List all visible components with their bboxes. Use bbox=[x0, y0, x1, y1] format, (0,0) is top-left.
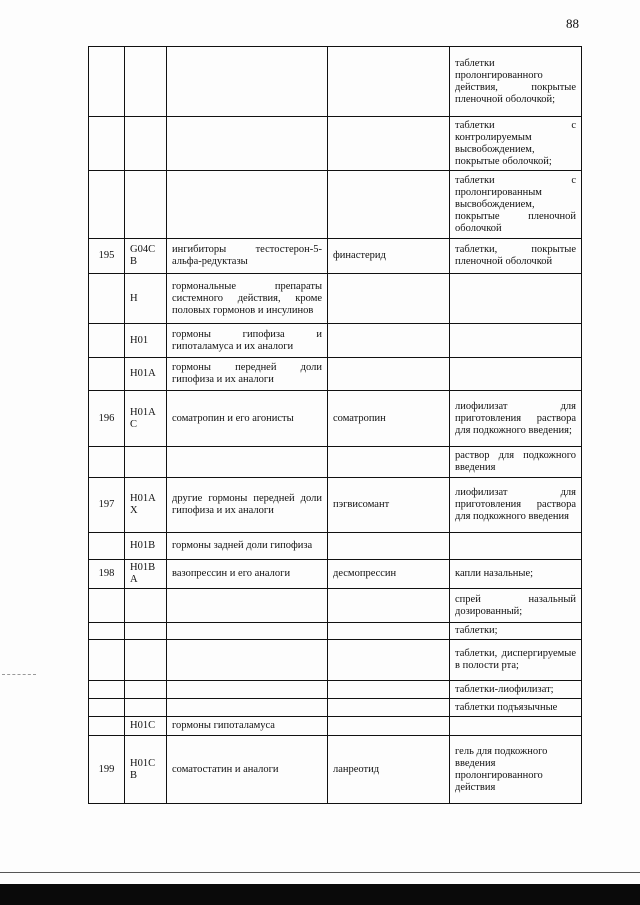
inn-cell: пэгвисомант bbox=[328, 478, 450, 533]
inn-cell bbox=[328, 533, 450, 560]
atc-code-cell: H01 bbox=[125, 324, 167, 358]
row-number-cell bbox=[89, 640, 125, 681]
table-row bbox=[89, 699, 582, 717]
dosage-form-cell bbox=[450, 324, 582, 358]
atc-code-cell: H01A bbox=[125, 358, 167, 391]
scan-margin-mark bbox=[2, 674, 36, 676]
inn-cell: соматропин bbox=[328, 391, 450, 447]
dosage-form-cell: таблетки с пролонгированным высвобождением, покрытые пленочной оболочкой bbox=[450, 171, 582, 239]
inn-cell bbox=[328, 47, 450, 117]
atc-code-cell: G04C B bbox=[125, 239, 167, 274]
atc-group-cell bbox=[167, 589, 328, 623]
dosage-form-cell bbox=[450, 358, 582, 391]
atc-code-cell bbox=[125, 589, 167, 623]
atc-group-cell bbox=[167, 699, 328, 717]
inn-cell bbox=[328, 447, 450, 478]
atc-code-cell bbox=[125, 699, 167, 717]
atc-group-cell: гормоны задней доли гипофиза bbox=[167, 533, 328, 560]
row-number-cell bbox=[89, 47, 125, 117]
atc-group-cell: гормоны гипоталамуса bbox=[167, 717, 328, 736]
dosage-form-cell bbox=[450, 533, 582, 560]
atc-group-cell: гормоны передней доли гипофиза и их аналоги bbox=[167, 358, 328, 391]
table-row bbox=[89, 478, 582, 533]
table-row bbox=[89, 560, 582, 589]
table-row bbox=[89, 533, 582, 560]
table-row bbox=[89, 736, 582, 804]
table-row bbox=[89, 717, 582, 736]
inn-cell bbox=[328, 171, 450, 239]
atc-group-cell bbox=[167, 640, 328, 681]
scan-edge-bar bbox=[0, 884, 640, 905]
table-row bbox=[89, 117, 582, 171]
table-row bbox=[89, 171, 582, 239]
row-number-cell bbox=[89, 717, 125, 736]
table-row bbox=[89, 623, 582, 640]
dosage-form-cell: таблетки, диспергируемые в полости рта; bbox=[450, 640, 582, 681]
table-row bbox=[89, 447, 582, 478]
row-number-cell bbox=[89, 171, 125, 239]
row-number-cell bbox=[89, 447, 125, 478]
inn-cell: десмопрессин bbox=[328, 560, 450, 589]
inn-cell: финастерид bbox=[328, 239, 450, 274]
scan-edge-line bbox=[0, 872, 640, 873]
atc-group-cell bbox=[167, 47, 328, 117]
inn-cell: ланреотид bbox=[328, 736, 450, 804]
row-number-cell bbox=[89, 324, 125, 358]
dosage-form-cell: таблетки, покрытые пленочной оболочкой bbox=[450, 239, 582, 274]
dosage-form-cell: лиофилизат для приготовления раствора для подкожного введения; bbox=[450, 391, 582, 447]
atc-group-cell: ингибиторы тестостерон-5-альфа-редуктазы bbox=[167, 239, 328, 274]
row-number-cell bbox=[89, 681, 125, 699]
atc-code-cell bbox=[125, 117, 167, 171]
row-number-cell bbox=[89, 358, 125, 391]
row-number-cell bbox=[89, 589, 125, 623]
table-row bbox=[89, 324, 582, 358]
dosage-form-cell: таблетки с контролируемым высвобождением, покрытые оболочкой; bbox=[450, 117, 582, 171]
table-row bbox=[89, 274, 582, 324]
atc-group-cell bbox=[167, 117, 328, 171]
atc-code-cell: H01A C bbox=[125, 391, 167, 447]
atc-code-cell: H01B A bbox=[125, 560, 167, 589]
page-number: 88 bbox=[566, 16, 579, 31]
table-row bbox=[89, 358, 582, 391]
dosage-form-cell bbox=[450, 274, 582, 324]
dosage-form-cell: лиофилизат для приготовления раствора для подкожного введения bbox=[450, 478, 582, 533]
row-number-cell: 196 bbox=[89, 391, 125, 447]
dosage-form-cell: таблетки-лиофилизат; bbox=[450, 681, 582, 699]
row-number-cell bbox=[89, 533, 125, 560]
atc-group-cell: вазопрессин и его аналоги bbox=[167, 560, 328, 589]
inn-cell bbox=[328, 681, 450, 699]
inn-cell bbox=[328, 324, 450, 358]
dosage-form-cell: спрей назальный дозированный; bbox=[450, 589, 582, 623]
atc-code-cell: H01C B bbox=[125, 736, 167, 804]
row-number-cell bbox=[89, 117, 125, 171]
table-row bbox=[89, 640, 582, 681]
dosage-form-cell bbox=[450, 717, 582, 736]
row-number-cell: 197 bbox=[89, 478, 125, 533]
dosage-form-cell: таблетки пролонгированного действия, покрытые пленочной оболочкой; bbox=[450, 47, 582, 117]
atc-code-cell bbox=[125, 681, 167, 699]
dosage-form-cell: гель для подкожного введения пролонгированного действия bbox=[450, 736, 582, 804]
atc-code-cell bbox=[125, 640, 167, 681]
atc-code-cell: H bbox=[125, 274, 167, 324]
atc-group-cell: соматропин и его агонисты bbox=[167, 391, 328, 447]
table-row bbox=[89, 391, 582, 447]
row-number-cell: 199 bbox=[89, 736, 125, 804]
row-number-cell: 195 bbox=[89, 239, 125, 274]
row-number-cell bbox=[89, 274, 125, 324]
atc-group-cell bbox=[167, 171, 328, 239]
dosage-form-cell: раствор для подкожного введения bbox=[450, 447, 582, 478]
inn-cell bbox=[328, 117, 450, 171]
row-number-cell: 198 bbox=[89, 560, 125, 589]
dosage-form-cell: капли назальные; bbox=[450, 560, 582, 589]
atc-code-cell: H01B bbox=[125, 533, 167, 560]
atc-code-cell bbox=[125, 623, 167, 640]
atc-code-cell bbox=[125, 447, 167, 478]
atc-group-cell bbox=[167, 681, 328, 699]
atc-group-cell: гормональные препараты системного действия, кроме половых гормонов и инсулинов bbox=[167, 274, 328, 324]
inn-cell bbox=[328, 623, 450, 640]
inn-cell bbox=[328, 640, 450, 681]
atc-code-cell: H01C bbox=[125, 717, 167, 736]
atc-group-cell: гормоны гипофиза и гипоталамуса и их аналоги bbox=[167, 324, 328, 358]
atc-group-cell: соматостатин и аналоги bbox=[167, 736, 328, 804]
row-number-cell bbox=[89, 699, 125, 717]
inn-cell bbox=[328, 717, 450, 736]
atc-code-cell bbox=[125, 47, 167, 117]
table-row bbox=[89, 681, 582, 699]
atc-group-cell bbox=[167, 447, 328, 478]
inn-cell bbox=[328, 358, 450, 391]
table-row bbox=[89, 47, 582, 117]
inn-cell bbox=[328, 589, 450, 623]
dosage-form-cell: таблетки подъязычные bbox=[450, 699, 582, 717]
table-row bbox=[89, 589, 582, 623]
inn-cell bbox=[328, 274, 450, 324]
atc-code-cell bbox=[125, 171, 167, 239]
atc-code-cell: H01A X bbox=[125, 478, 167, 533]
atc-group-cell: другие гормоны передней доли гипофиза и их аналоги bbox=[167, 478, 328, 533]
inn-cell bbox=[328, 699, 450, 717]
dosage-form-cell: таблетки; bbox=[450, 623, 582, 640]
row-number-cell bbox=[89, 623, 125, 640]
table-row bbox=[89, 239, 582, 274]
atc-group-cell bbox=[167, 623, 328, 640]
drug-list-table bbox=[88, 46, 582, 804]
